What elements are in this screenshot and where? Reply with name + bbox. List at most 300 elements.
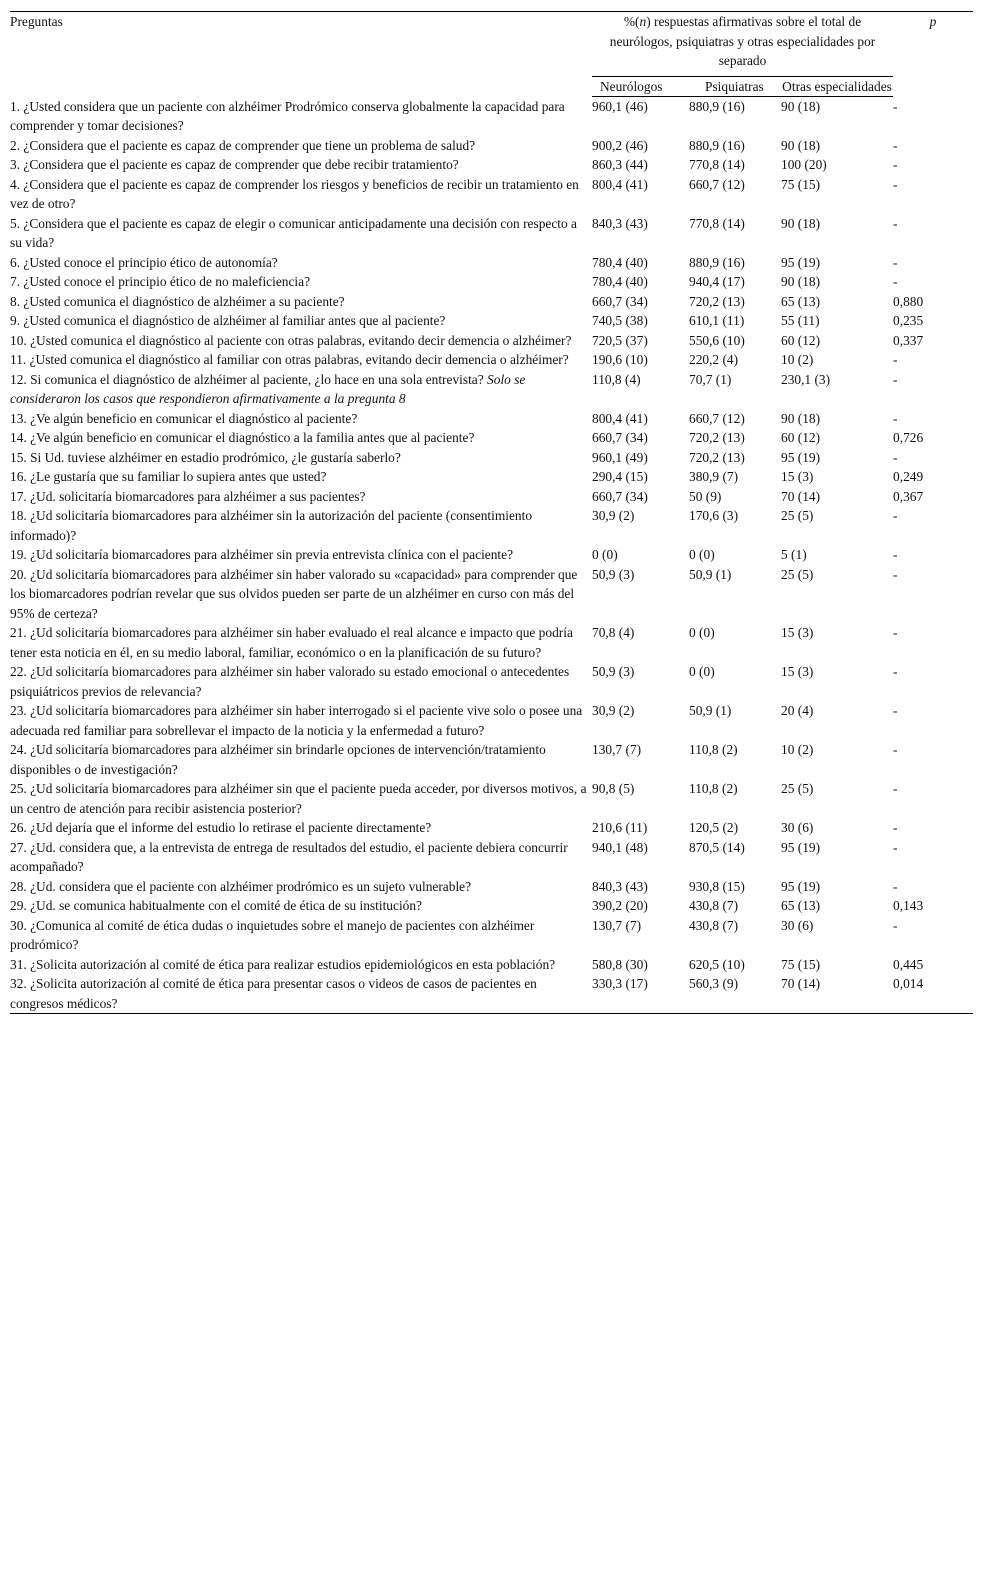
table-row bbox=[10, 779, 973, 818]
question-cell bbox=[10, 838, 592, 877]
psychiatrists-cell-text: 720,2 (13) bbox=[689, 430, 745, 445]
psychiatrists-cell bbox=[689, 623, 781, 662]
header-group-label bbox=[592, 12, 893, 77]
psychiatrists-cell-text: 110,8 (2) bbox=[689, 742, 738, 757]
table-header bbox=[10, 12, 973, 97]
question-cell bbox=[10, 974, 592, 1014]
question-cell-text: 5. ¿Considera que el paciente es capaz de elegir o comunicar anticipadamente una decisión con respecto a su vida? bbox=[10, 215, 577, 250]
others-cell-text: 25 (5) bbox=[781, 781, 814, 796]
p-value-cell bbox=[893, 311, 973, 331]
p-value-cell-text: - bbox=[893, 820, 898, 835]
question-cell bbox=[10, 409, 592, 429]
question-cell-text: 14. ¿Ve algún beneficio en comunicar el diagnóstico a la familia antes que al paciente? bbox=[10, 430, 475, 445]
neurologists-cell-text: 0 (0) bbox=[592, 547, 618, 562]
question-cell-text: 30. ¿Comunica al comité de ética dudas o inquietudes sobre el manejo de pacientes con alzhéimer prodrómico? bbox=[10, 917, 535, 952]
psychiatrists-cell bbox=[689, 331, 781, 351]
neurologists-cell bbox=[592, 916, 689, 955]
others-cell-text: 95 (19) bbox=[781, 839, 821, 855]
others-cell-text: 90 (18) bbox=[781, 215, 821, 231]
p-value-cell-text: - bbox=[893, 917, 898, 933]
psychiatrists-cell bbox=[689, 155, 781, 175]
header-p: p bbox=[929, 14, 937, 29]
psychiatrists-cell-text: 0 (0) bbox=[689, 625, 715, 640]
others-cell bbox=[781, 253, 893, 273]
psychiatrists-cell bbox=[689, 97, 781, 136]
others-cell bbox=[781, 136, 893, 156]
p-value-cell bbox=[893, 877, 973, 897]
others-cell bbox=[781, 155, 893, 175]
others-cell bbox=[781, 779, 893, 818]
others-cell-text: 65 (13) bbox=[781, 293, 821, 309]
p-value-cell-text: 0,880 bbox=[893, 293, 924, 309]
psychiatrists-cell-text: 880,9 (16) bbox=[689, 137, 745, 153]
header-group-pre: %( bbox=[623, 14, 640, 29]
neurologists-cell-text: 290,4 (15) bbox=[592, 469, 648, 484]
neurologists-cell-text: 190,6 (10) bbox=[592, 352, 648, 367]
question-cell bbox=[10, 331, 592, 351]
neurologists-cell bbox=[592, 974, 689, 1014]
others-cell bbox=[781, 428, 893, 448]
question-note: Solo se consideraron los casos que respondieron afirmativamente a la pregunta 8 bbox=[10, 371, 526, 406]
question-cell bbox=[10, 955, 592, 975]
table-row bbox=[10, 97, 973, 136]
others-cell-text: 15 (3) bbox=[781, 469, 814, 484]
others-cell bbox=[781, 565, 893, 624]
question-cell bbox=[10, 662, 592, 701]
question-cell-text: 4. ¿Considera que el paciente es capaz de comprender los riesgos y beneficios de recibir un tratamiento en vez de otro? bbox=[10, 176, 579, 211]
others-cell-text: 95 (19) bbox=[781, 254, 821, 270]
header-group-post: ) respuestas afirmativas sobre el total de neurólogos, psiquiatras y otras especialidades por separado bbox=[609, 14, 876, 68]
others-cell bbox=[781, 370, 893, 409]
neurologists-cell bbox=[592, 779, 689, 818]
header-psychiatrists: Psiquiatras bbox=[689, 77, 781, 97]
question-cell-text: 28. ¿Ud. considera que el paciente con alzhéimer prodrómico es un sujeto vulnerable? bbox=[10, 878, 472, 894]
others-cell bbox=[781, 545, 893, 565]
table-row bbox=[10, 350, 973, 370]
others-cell bbox=[781, 409, 893, 429]
p-value-cell-text: - bbox=[893, 625, 898, 640]
neurologists-cell bbox=[592, 409, 689, 429]
table-row bbox=[10, 155, 973, 175]
p-value-cell bbox=[893, 506, 973, 545]
table-row bbox=[10, 214, 973, 253]
table-row bbox=[10, 292, 973, 312]
p-value-cell-text: - bbox=[893, 157, 898, 172]
p-value-cell bbox=[893, 467, 973, 487]
psychiatrists-cell-text: 380,9 (7) bbox=[689, 469, 739, 484]
p-value-cell-text: 0,726 bbox=[893, 430, 924, 445]
question-cell-text: 29. ¿Ud. se comunica habitualmente con el comité de ética de su institución? bbox=[10, 898, 422, 913]
psychiatrists-cell bbox=[689, 974, 781, 1014]
question-cell bbox=[10, 916, 592, 955]
others-cell bbox=[781, 740, 893, 779]
p-value-cell-text: - bbox=[893, 274, 898, 289]
question-cell bbox=[10, 448, 592, 468]
p-value-cell bbox=[893, 272, 973, 292]
psychiatrists-cell bbox=[689, 292, 781, 312]
question-cell bbox=[10, 214, 592, 253]
others-cell-text: 20 (4) bbox=[781, 703, 814, 718]
p-value-cell-text: 0,235 bbox=[893, 313, 924, 328]
others-cell bbox=[781, 272, 893, 292]
table-row bbox=[10, 253, 973, 273]
p-value-cell-text: - bbox=[893, 703, 898, 718]
table-row bbox=[10, 331, 973, 351]
question-cell bbox=[10, 896, 592, 916]
neurologists-cell-text: 840,3 (43) bbox=[592, 878, 648, 894]
neurologists-cell-text: 90,8 (5) bbox=[592, 781, 635, 796]
neurologists-cell-text: 30,9 (2) bbox=[592, 703, 635, 718]
neurologists-cell-text: 940,1 (48) bbox=[592, 839, 648, 855]
question-cell bbox=[10, 779, 592, 818]
table-row bbox=[10, 838, 973, 877]
psychiatrists-cell-text: 880,9 (16) bbox=[689, 254, 745, 270]
neurologists-cell-text: 960,1 (49) bbox=[592, 449, 648, 465]
psychiatrists-cell-text: 720,2 (13) bbox=[689, 293, 745, 309]
neurologists-cell bbox=[592, 896, 689, 916]
p-value-cell-text: - bbox=[893, 215, 898, 231]
table-row bbox=[10, 662, 973, 701]
others-cell bbox=[781, 506, 893, 545]
question-cell-text: 21. ¿Ud solicitaría biomarcadores para alzhéimer sin haber evaluado el real alcance e impacto que podría tener esta noticia en él, en su medio laboral, familiar, económico o en la planificación de su futuro? bbox=[10, 625, 573, 660]
others-cell-text: 90 (18) bbox=[781, 410, 821, 426]
psychiatrists-cell-text: 620,5 (10) bbox=[689, 956, 745, 972]
neurologists-cell bbox=[592, 818, 689, 838]
psychiatrists-cell bbox=[689, 136, 781, 156]
table-row bbox=[10, 370, 973, 409]
neurologists-cell-text: 900,2 (46) bbox=[592, 137, 648, 153]
psychiatrists-cell bbox=[689, 311, 781, 331]
psychiatrists-cell bbox=[689, 253, 781, 273]
neurologists-cell bbox=[592, 877, 689, 897]
others-cell bbox=[781, 97, 893, 136]
p-value-cell-text: - bbox=[893, 547, 898, 562]
neurologists-cell bbox=[592, 331, 689, 351]
p-value-cell bbox=[893, 292, 973, 312]
question-cell bbox=[10, 467, 592, 487]
psychiatrists-cell bbox=[689, 565, 781, 624]
question-cell bbox=[10, 350, 592, 370]
question-cell-text: 19. ¿Ud solicitaría biomarcadores para alzhéimer sin previa entrevista clínica con el paciente? bbox=[10, 547, 514, 562]
others-cell bbox=[781, 487, 893, 507]
psychiatrists-cell-text: 770,8 (14) bbox=[689, 215, 745, 231]
table-row bbox=[10, 487, 973, 507]
question-cell-text: 3. ¿Considera que el paciente es capaz de comprender que debe recibir tratamiento? bbox=[10, 157, 459, 172]
others-cell-text: 55 (11) bbox=[781, 313, 820, 328]
neurologists-cell-text: 50,9 (3) bbox=[592, 566, 635, 582]
table-row bbox=[10, 623, 973, 662]
neurologists-cell-text: 70,8 (4) bbox=[592, 625, 635, 640]
p-value-cell bbox=[893, 155, 973, 175]
question-cell bbox=[10, 370, 592, 409]
question-cell bbox=[10, 272, 592, 292]
others-cell-text: 10 (2) bbox=[781, 742, 814, 757]
others-cell-text: 70 (14) bbox=[781, 488, 821, 504]
question-cell bbox=[10, 701, 592, 740]
psychiatrists-cell bbox=[689, 877, 781, 897]
question-cell bbox=[10, 155, 592, 175]
neurologists-cell bbox=[592, 97, 689, 136]
neurologists-cell-text: 330,3 (17) bbox=[592, 976, 648, 991]
others-cell-text: 60 (12) bbox=[781, 332, 821, 348]
question-cell-text: 15. Si Ud. tuviese alzhéimer en estadio prodrómico, ¿le gustaría saberlo? bbox=[10, 449, 401, 465]
neurologists-cell bbox=[592, 292, 689, 312]
others-cell-text: 90 (18) bbox=[781, 274, 821, 289]
p-value-cell bbox=[893, 974, 973, 1014]
neurologists-cell bbox=[592, 740, 689, 779]
neurologists-cell-text: 780,4 (40) bbox=[592, 274, 648, 289]
question-cell-text: 27. ¿Ud. considera que, a la entrevista de entrega de resultados del estudio, el paciente debiera concurrir acompañado? bbox=[10, 839, 568, 874]
question-cell-text: 17. ¿Ud. solicitaría biomarcadores para alzhéimer a sus pacientes? bbox=[10, 488, 366, 504]
psychiatrists-cell-text: 50 (9) bbox=[689, 488, 722, 504]
neurologists-cell-text: 660,7 (34) bbox=[592, 488, 648, 504]
others-cell bbox=[781, 896, 893, 916]
psychiatrists-cell bbox=[689, 838, 781, 877]
question-cell-text: 18. ¿Ud solicitaría biomarcadores para alzhéimer sin la autorización del paciente (consentimiento informado)? bbox=[10, 508, 533, 543]
p-value-cell-text: 0,367 bbox=[893, 488, 924, 504]
question-cell-text: 9. ¿Usted comunica el diagnóstico de alzhéimer al familiar antes que al paciente? bbox=[10, 313, 446, 328]
neurologists-cell-text: 210,6 (11) bbox=[592, 820, 648, 835]
psychiatrists-cell bbox=[689, 350, 781, 370]
neurologists-cell bbox=[592, 662, 689, 701]
table-row bbox=[10, 974, 973, 1014]
p-value-cell bbox=[893, 896, 973, 916]
p-value-cell-text: - bbox=[893, 98, 898, 114]
p-value-cell bbox=[893, 97, 973, 136]
p-value-cell-text: - bbox=[893, 176, 898, 192]
table-row bbox=[10, 448, 973, 468]
psychiatrists-cell bbox=[689, 409, 781, 429]
neurologists-cell-text: 740,5 (38) bbox=[592, 313, 648, 328]
question-cell-text: 32. ¿Solicita autorización al comité de ética para presentar casos o videos de casos de pacientes en congresos médicos? bbox=[10, 976, 537, 1011]
psychiatrists-cell-text: 930,8 (15) bbox=[689, 878, 745, 894]
p-value-cell-text: 0,445 bbox=[893, 956, 924, 972]
table-row bbox=[10, 955, 973, 975]
table-body bbox=[10, 97, 973, 1014]
p-value-cell-text: 0,014 bbox=[893, 976, 924, 991]
psychiatrists-cell bbox=[689, 214, 781, 253]
psychiatrists-cell bbox=[689, 740, 781, 779]
header-group-n: n bbox=[639, 14, 647, 29]
neurologists-cell bbox=[592, 467, 689, 487]
question-cell-text: 2. ¿Considera que el paciente es capaz de comprender que tiene un problema de salud? bbox=[10, 137, 476, 153]
table-row bbox=[10, 175, 973, 214]
question-cell bbox=[10, 428, 592, 448]
question-cell-text: 26. ¿Ud dejaría que el informe del estudio lo retirase el paciente directamente? bbox=[10, 820, 432, 835]
neurologists-cell bbox=[592, 272, 689, 292]
others-cell-text: 95 (19) bbox=[781, 878, 821, 894]
psychiatrists-cell-text: 110,8 (2) bbox=[689, 781, 738, 796]
p-value-cell bbox=[893, 253, 973, 273]
others-cell bbox=[781, 311, 893, 331]
psychiatrists-cell-text: 660,7 (12) bbox=[689, 176, 745, 192]
p-value-cell-text: - bbox=[893, 878, 898, 894]
p-value-cell bbox=[893, 740, 973, 779]
p-value-cell bbox=[893, 350, 973, 370]
psychiatrists-cell-text: 430,8 (7) bbox=[689, 917, 739, 933]
psychiatrists-cell-text: 770,8 (14) bbox=[689, 157, 745, 172]
question-cell-text: 10. ¿Usted comunica el diagnóstico al paciente con otras palabras, evitando decir demencia o alzhéimer? bbox=[10, 332, 572, 348]
p-value-cell bbox=[893, 818, 973, 838]
table-row bbox=[10, 409, 973, 429]
others-cell-text: 60 (12) bbox=[781, 430, 821, 445]
question-cell bbox=[10, 623, 592, 662]
psychiatrists-cell-text: 170,6 (3) bbox=[689, 508, 739, 523]
psychiatrists-cell-text: 430,8 (7) bbox=[689, 898, 739, 913]
p-value-cell bbox=[893, 370, 973, 409]
p-value-cell bbox=[893, 448, 973, 468]
question-cell bbox=[10, 545, 592, 565]
p-value-cell bbox=[893, 955, 973, 975]
p-value-cell bbox=[893, 175, 973, 214]
header-neurologists: Neurólogos bbox=[592, 77, 689, 97]
psychiatrists-cell-text: 550,6 (10) bbox=[689, 332, 745, 348]
neurologists-cell-text: 860,3 (44) bbox=[592, 157, 648, 172]
p-value-cell bbox=[893, 428, 973, 448]
neurologists-cell-text: 960,1 (46) bbox=[592, 99, 648, 114]
question-cell-text: 22. ¿Ud solicitaría biomarcadores para alzhéimer sin haber valorado su estado emocional o antecedentes psiquiátricos previos de relevancia? bbox=[10, 664, 570, 699]
table-row bbox=[10, 311, 973, 331]
table-row bbox=[10, 545, 973, 565]
neurologists-cell-text: 130,7 (7) bbox=[592, 742, 642, 757]
question-cell-text: 6. ¿Usted conoce el principio ético de autonomía? bbox=[10, 254, 278, 270]
question-cell bbox=[10, 97, 592, 136]
others-cell bbox=[781, 955, 893, 975]
p-value-cell bbox=[893, 409, 973, 429]
neurologists-cell-text: 720,5 (37) bbox=[592, 332, 648, 348]
others-cell-text: 25 (5) bbox=[781, 566, 814, 582]
neurologists-cell-text: 660,7 (34) bbox=[592, 293, 648, 309]
others-cell-text: 95 (19) bbox=[781, 449, 821, 465]
neurologists-cell bbox=[592, 565, 689, 624]
table-row bbox=[10, 467, 973, 487]
others-cell bbox=[781, 974, 893, 1014]
question-cell bbox=[10, 292, 592, 312]
others-cell bbox=[781, 818, 893, 838]
others-cell bbox=[781, 448, 893, 468]
others-cell-text: 90 (18) bbox=[781, 99, 821, 114]
table-row bbox=[10, 565, 973, 624]
neurologists-cell bbox=[592, 253, 689, 273]
others-cell bbox=[781, 623, 893, 662]
question-cell bbox=[10, 818, 592, 838]
others-cell-text: 75 (15) bbox=[781, 956, 821, 972]
p-value-cell bbox=[893, 838, 973, 877]
question-cell-text: 24. ¿Ud solicitaría biomarcadores para alzhéimer sin brindarle opciones de intervención/tratamiento disponibles o de investigación? bbox=[10, 742, 546, 777]
others-cell bbox=[781, 916, 893, 955]
p-value-cell-text: - bbox=[893, 352, 898, 367]
neurologists-cell-text: 130,7 (7) bbox=[592, 917, 642, 933]
others-cell bbox=[781, 467, 893, 487]
table-row bbox=[10, 877, 973, 897]
psychiatrists-cell bbox=[689, 272, 781, 292]
neurologists-cell bbox=[592, 545, 689, 565]
survey-table bbox=[10, 11, 973, 1014]
neurologists-cell-text: 780,4 (40) bbox=[592, 254, 648, 270]
psychiatrists-cell bbox=[689, 448, 781, 468]
psychiatrists-cell-text: 50,9 (1) bbox=[689, 703, 732, 718]
table-row bbox=[10, 701, 973, 740]
neurologists-cell-text: 110,8 (4) bbox=[592, 371, 641, 387]
p-value-cell bbox=[893, 214, 973, 253]
psychiatrists-cell-text: 0 (0) bbox=[689, 547, 715, 562]
others-cell-text: 30 (6) bbox=[781, 820, 814, 835]
p-value-cell-text: - bbox=[893, 508, 898, 523]
table-row bbox=[10, 896, 973, 916]
question-cell bbox=[10, 487, 592, 507]
question-cell-text: 25. ¿Ud solicitaría biomarcadores para alzhéimer sin que el paciente pueda acceder, por diversos motivos, a un centro de atención para recibir asistencia posterior? bbox=[10, 781, 587, 816]
others-cell bbox=[781, 214, 893, 253]
others-cell-text: 25 (5) bbox=[781, 508, 814, 523]
p-value-cell-text: - bbox=[893, 664, 898, 679]
table-row bbox=[10, 428, 973, 448]
p-value-cell-text: 0,249 bbox=[893, 469, 924, 484]
psychiatrists-cell bbox=[689, 175, 781, 214]
neurologists-cell bbox=[592, 350, 689, 370]
neurologists-cell bbox=[592, 175, 689, 214]
psychiatrists-cell bbox=[689, 467, 781, 487]
question-cell-text: 11. ¿Usted comunica el diagnóstico al familiar con otras palabras, evitando decir demencia o alzhéimer? bbox=[10, 352, 569, 367]
p-value-cell bbox=[893, 623, 973, 662]
psychiatrists-cell-text: 120,5 (2) bbox=[689, 820, 739, 835]
table-row bbox=[10, 916, 973, 955]
p-value-cell-text: - bbox=[893, 137, 898, 153]
p-value-cell bbox=[893, 701, 973, 740]
psychiatrists-cell bbox=[689, 955, 781, 975]
psychiatrists-cell-text: 660,7 (12) bbox=[689, 410, 745, 426]
neurologists-cell bbox=[592, 448, 689, 468]
neurologists-cell-text: 580,8 (30) bbox=[592, 956, 648, 972]
neurologists-cell-text: 800,4 (41) bbox=[592, 410, 648, 426]
psychiatrists-cell bbox=[689, 370, 781, 409]
others-cell bbox=[781, 331, 893, 351]
psychiatrists-cell bbox=[689, 701, 781, 740]
p-value-cell bbox=[893, 545, 973, 565]
question-cell bbox=[10, 877, 592, 897]
psychiatrists-cell-text: 720,2 (13) bbox=[689, 449, 745, 465]
table-row bbox=[10, 506, 973, 545]
question-cell-text: 1. ¿Usted considera que un paciente con alzhéimer Prodrómico conserva globalmente la capacidad para comprender y tomar decisiones? bbox=[10, 98, 565, 133]
psychiatrists-cell-text: 220,2 (4) bbox=[689, 352, 739, 367]
neurologists-cell bbox=[592, 428, 689, 448]
others-cell-text: 30 (6) bbox=[781, 917, 814, 933]
psychiatrists-cell bbox=[689, 896, 781, 916]
question-cell bbox=[10, 506, 592, 545]
question-cell-text: 31. ¿Solicita autorización al comité de ética para realizar estudios epidemiológicos en esta población? bbox=[10, 956, 556, 972]
others-cell-text: 5 (1) bbox=[781, 547, 807, 562]
neurologists-cell bbox=[592, 311, 689, 331]
psychiatrists-cell-text: 50,9 (1) bbox=[689, 566, 732, 582]
p-value-cell-text: - bbox=[893, 566, 898, 582]
p-value-cell bbox=[893, 487, 973, 507]
question-cell-text: 8. ¿Usted comunica el diagnóstico de alzhéimer a su paciente? bbox=[10, 293, 345, 309]
question-cell-text: 7. ¿Usted conoce el principio ético de no maleficiencia? bbox=[10, 274, 311, 289]
neurologists-cell-text: 390,2 (20) bbox=[592, 898, 648, 913]
table-row bbox=[10, 818, 973, 838]
p-value-cell-text: - bbox=[893, 742, 898, 757]
p-value-cell-text: - bbox=[893, 781, 898, 796]
neurologists-cell bbox=[592, 838, 689, 877]
neurologists-cell bbox=[592, 136, 689, 156]
psychiatrists-cell-text: 70,7 (1) bbox=[689, 371, 732, 387]
psychiatrists-cell-text: 560,3 (9) bbox=[689, 976, 739, 991]
neurologists-cell bbox=[592, 370, 689, 409]
header-others: Otras especialidades bbox=[781, 77, 893, 97]
neurologists-cell-text: 840,3 (43) bbox=[592, 215, 648, 231]
others-cell-text: 70 (14) bbox=[781, 976, 821, 991]
neurologists-cell-text: 660,7 (34) bbox=[592, 430, 648, 445]
psychiatrists-cell bbox=[689, 818, 781, 838]
